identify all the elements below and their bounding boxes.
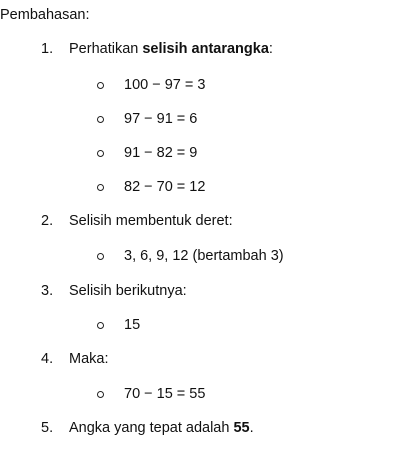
bullet-circle-icon <box>97 184 104 191</box>
step-text-suffix: : <box>268 41 273 57</box>
bullet-circle-icon <box>97 82 104 89</box>
step-text: Selisih berikutnya: <box>69 283 187 299</box>
heading: Pembahasan: <box>0 7 90 23</box>
step-text-suffix: . <box>249 420 254 436</box>
step-text: Maka: <box>69 351 109 367</box>
step-text-plain: Angka yang tepat adalah <box>69 420 234 436</box>
bullet-text: 82 − 70 = 12 <box>124 179 206 195</box>
step-text <box>69 40 273 58</box>
bullet-circle-icon <box>97 322 104 329</box>
bullet-circle-icon <box>97 116 104 123</box>
step-text-plain: Perhatikan <box>69 41 143 57</box>
bullet-circle-icon <box>97 391 104 398</box>
step-text-bold: 55 <box>233 420 250 436</box>
bullet-text: 3, 6, 9, 12 (bertambah 3) <box>124 248 284 264</box>
bullet-text: 70 − 15 = 55 <box>124 386 206 402</box>
step-text: Selisih membentuk deret: <box>69 213 233 229</box>
bullet-text: 91 − 82 = 9 <box>124 145 198 161</box>
bullet-text: 100 − 97 = 3 <box>124 77 206 93</box>
bullet-text: 15 <box>124 317 141 333</box>
step-number: 1. <box>41 41 54 57</box>
step-text-bold: selisih antarangka <box>142 41 269 57</box>
step-number: 4. <box>41 351 54 367</box>
step-text <box>69 419 254 437</box>
bullet-circle-icon <box>97 150 104 157</box>
step-number: 3. <box>41 283 54 299</box>
bullet-text: 97 − 91 = 6 <box>124 111 198 127</box>
bullet-circle-icon <box>97 253 104 260</box>
step-number: 5. <box>41 420 54 436</box>
step-number: 2. <box>41 213 54 229</box>
